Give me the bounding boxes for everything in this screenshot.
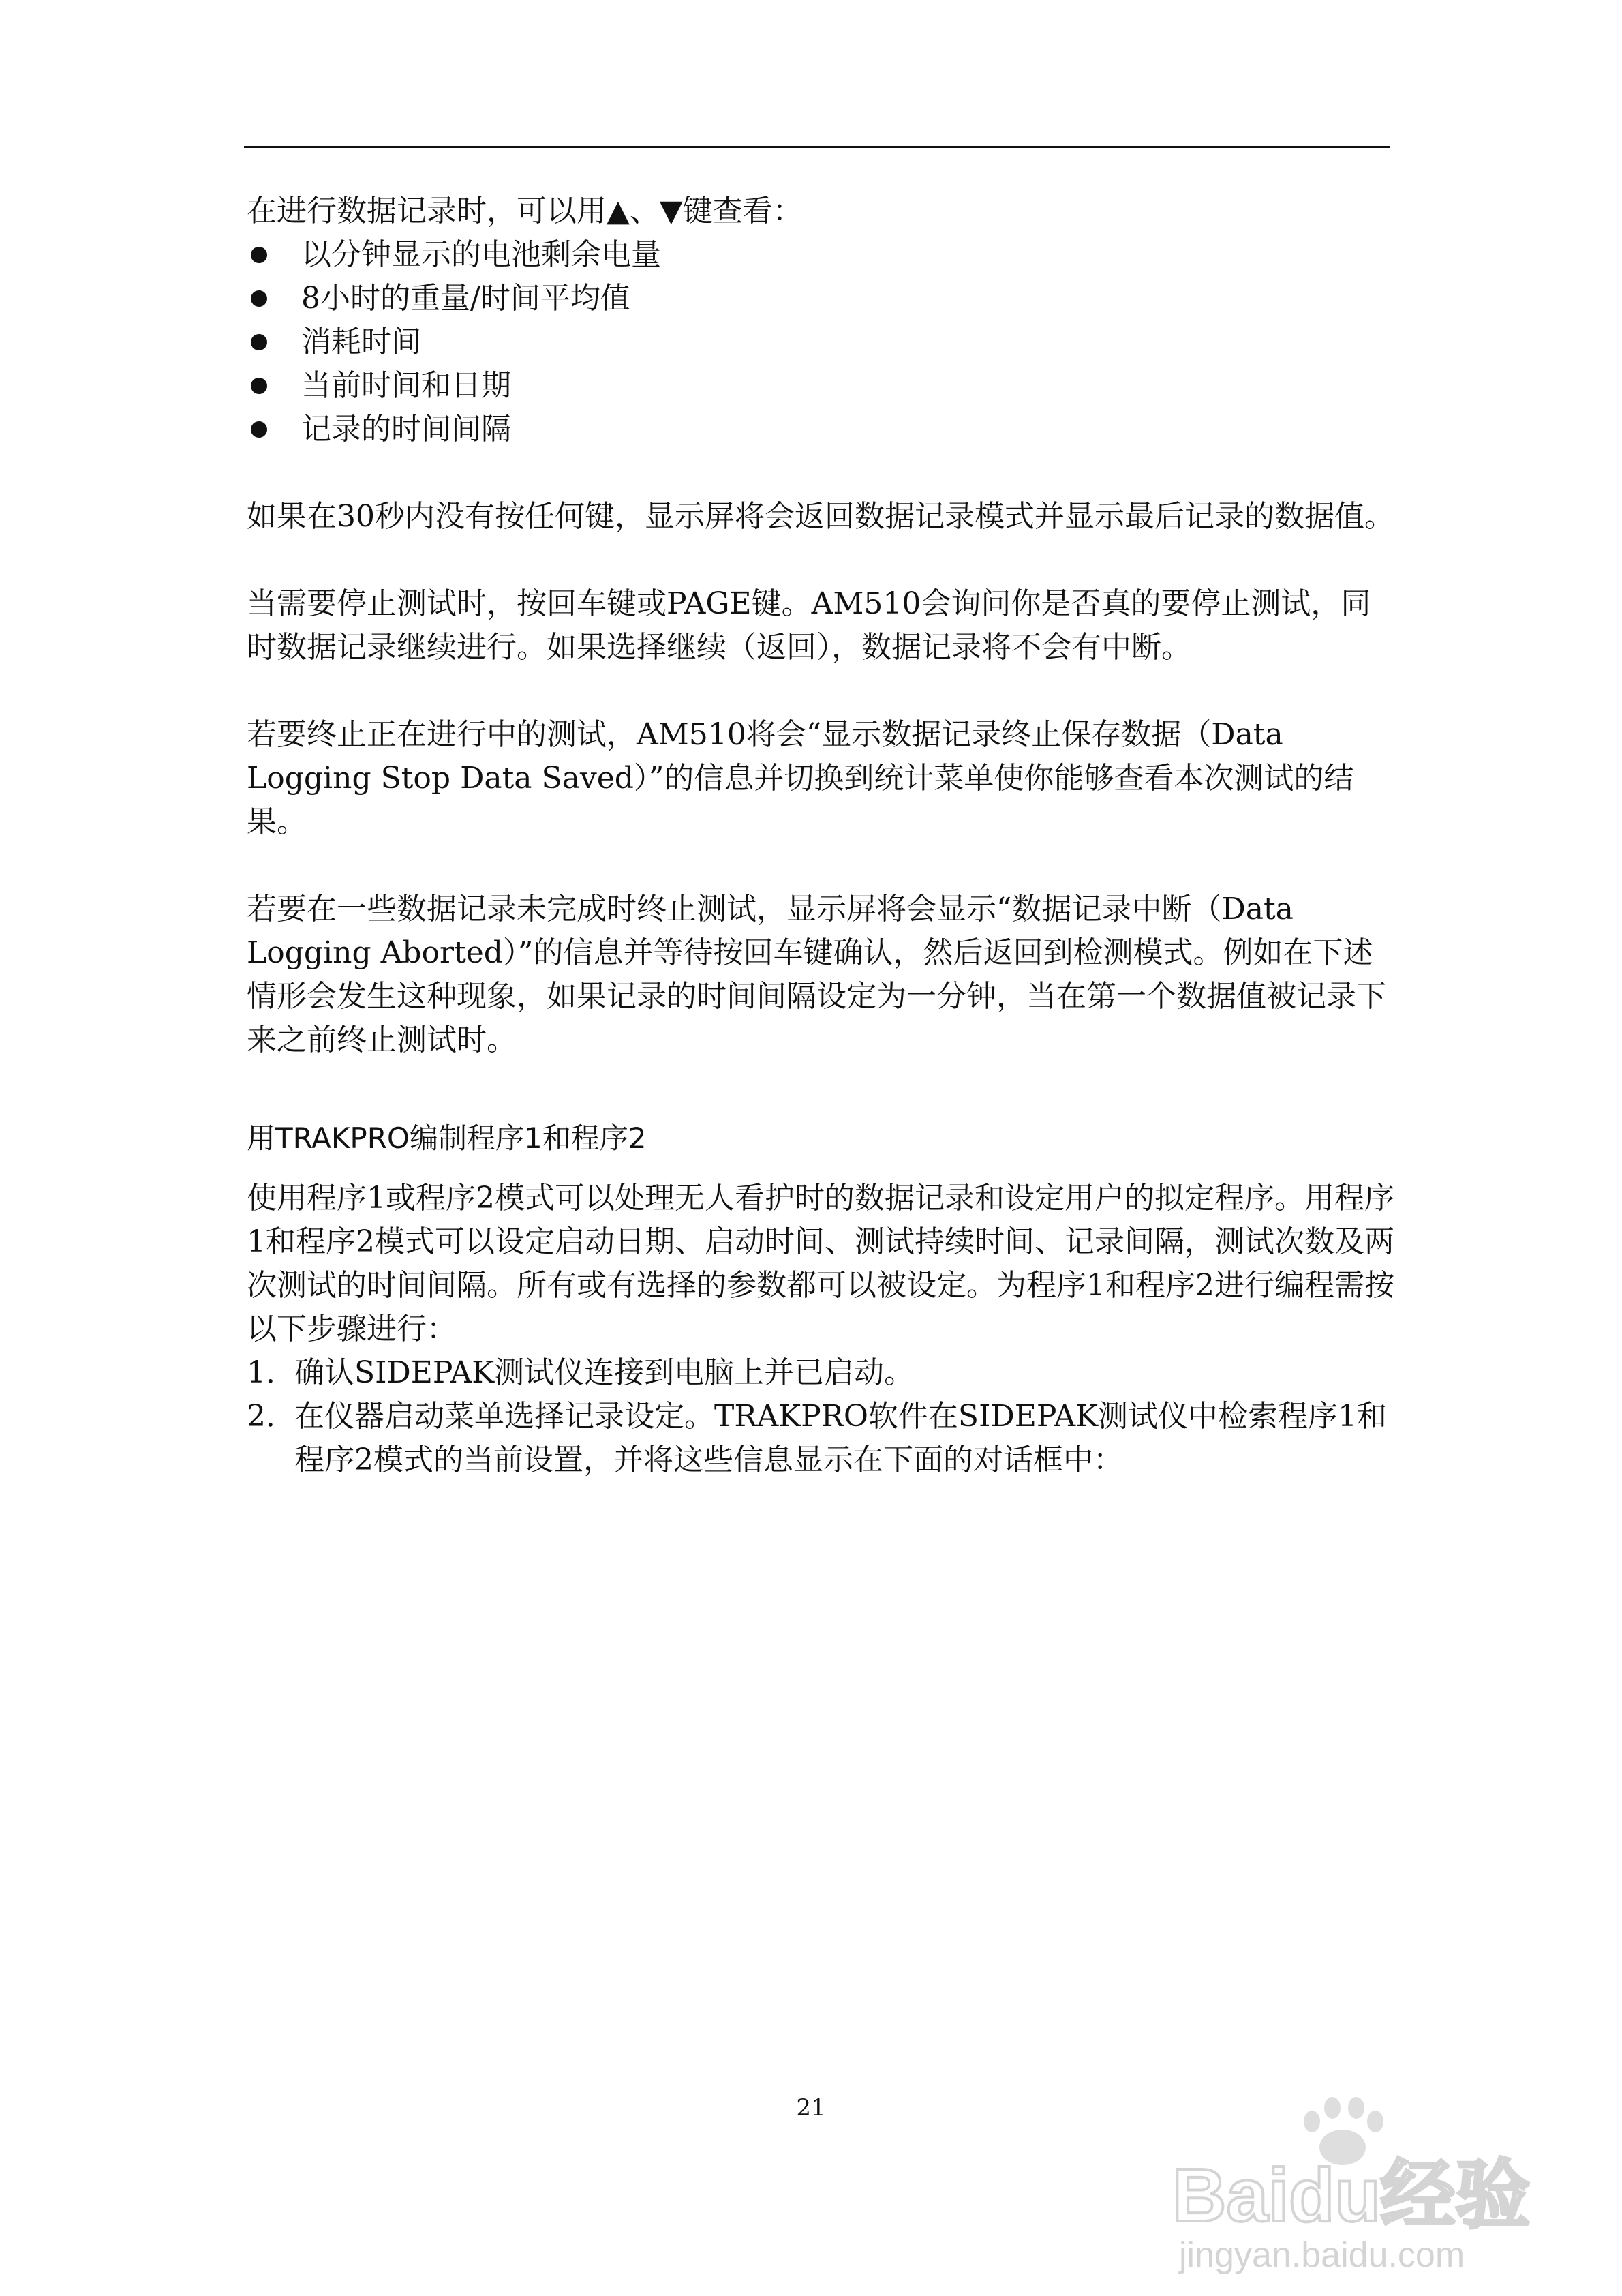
view-items-list <box>247 233 1398 451</box>
list-item: 8小时的重量/时间平均值 <box>247 277 1398 320</box>
bullet-icon <box>251 334 267 350</box>
page-number: 21 <box>796 2094 826 2121</box>
step-number: 1． <box>247 1355 296 1390</box>
page-body <box>247 190 1398 1482</box>
bullet-icon <box>251 421 267 438</box>
paragraph-programs: 使用程序1或程序2模式可以处理无人看护时的数据记录和设定用户的拟定程序。用程序1和程序2模式可以设定启动日期、启动时间、测试持续时间、记录间隔，测试次数及两次测试的时间间隔。所有或有选择的参数都可以被设定。为程序1和程序2进行编程需按以下步骤进行： <box>247 1181 1394 1346</box>
list-item: 当前时间和日期 <box>247 364 1398 408</box>
watermark-url: jingyan.baidu.com <box>1179 2235 1465 2275</box>
baidu-jingyan-watermark <box>1159 2072 1540 2277</box>
list-item <box>247 1395 1398 1482</box>
intro-text: 在进行数据记录时，可以用▲、▼键查看： <box>247 194 803 228</box>
list-item: 消耗时间 <box>247 320 1398 364</box>
header-rule <box>244 146 1390 148</box>
list-item: 以分钟显示的电池剩余电量 <box>247 233 1398 277</box>
paragraph-stop-test: 当需要停止测试时，按回车键或PAGE键。AM510会询问你是否真的要停止测试，同时数据记录继续进行。如果选择继续（返回），数据记录将不会有中断。 <box>247 586 1371 665</box>
paragraph-terminate: 若要终止正在进行中的测试，AM510将会“显示数据记录终止保存数据（Data Logging Stop Data Saved）”的信息并切换到统计菜单使你能够查看本次测试的结果。 <box>247 717 1354 839</box>
paragraph-timeout: 如果在30秒内没有按任何键，显示屏将会返回数据记录模式并显示最后记录的数据值。 <box>247 499 1394 534</box>
step-text: 确认SIDEPAK测试仪连接到电脑上并已启动。 <box>294 1355 915 1390</box>
steps-list <box>247 1351 1398 1482</box>
list-item: 记录的时间间隔 <box>247 408 1398 451</box>
bullet-icon <box>251 290 267 307</box>
step-text: 在仪器启动菜单选择记录设定。TRAKPRO软件在SIDEPAK测试仪中检索程序1和程序2模式的当前设置，并将这些信息显示在下面的对话框中： <box>294 1399 1388 1477</box>
bullet-icon <box>251 378 267 394</box>
watermark-logo-text: Baidu经验 <box>1172 2154 1531 2237</box>
section-heading: 用TRAKPRO编制程序1和程序2 <box>247 1121 647 1155</box>
step-number: 2． <box>247 1399 296 1434</box>
paragraph-aborted: 若要在一些数据记录未完成时终止测试，显示屏将会显示“数据记录中断（Data Logging Aborted）”的信息并等待按回车键确认，然后返回到检测模式。例如在下述情形会发生这种现象，如果记录的时间间隔设定为一分钟，当在第一个数据值被记录下来之前终止测试时。 <box>247 892 1386 1057</box>
bullet-icon <box>251 247 267 263</box>
list-item <box>247 1351 1398 1395</box>
